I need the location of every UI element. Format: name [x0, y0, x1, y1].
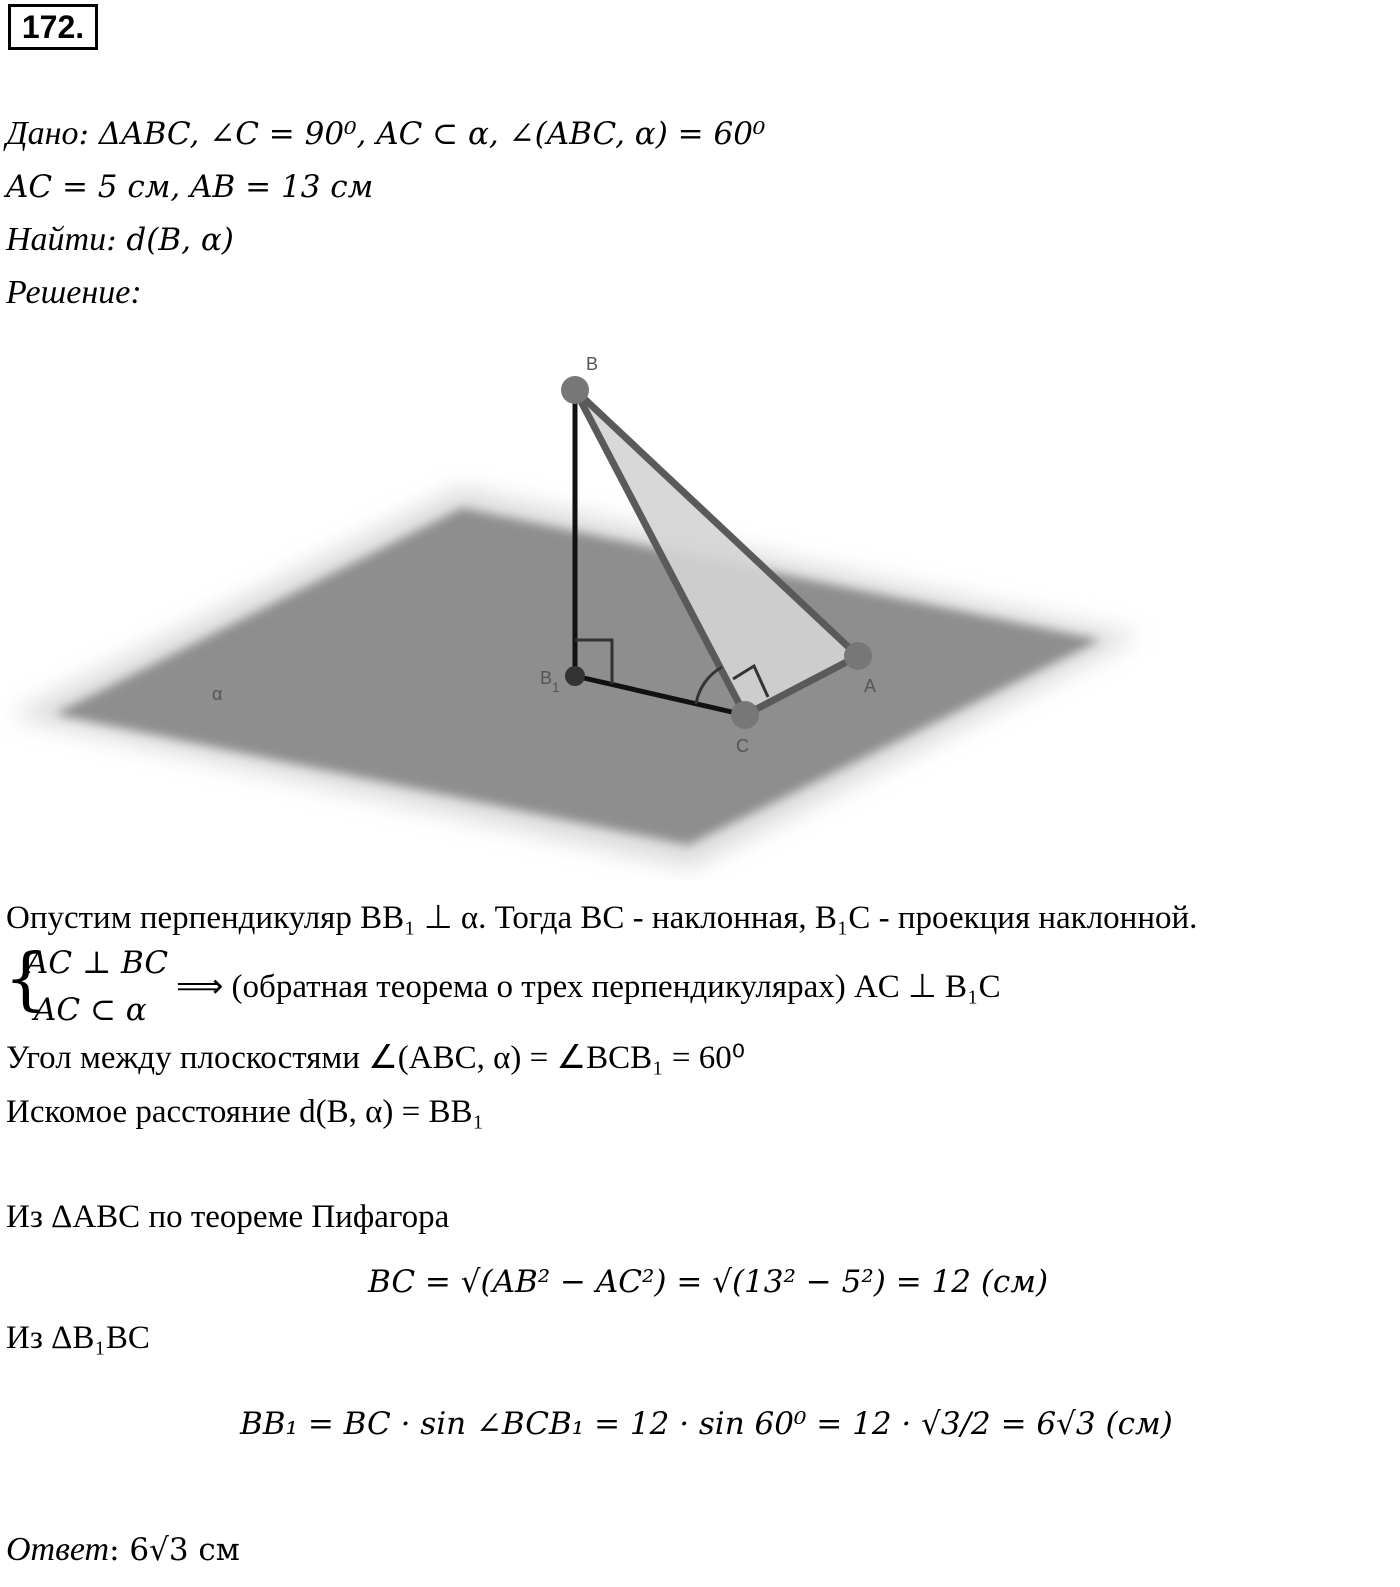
given-line-2: AC = 5 см, AB = 13 см	[6, 169, 374, 205]
point-c	[731, 701, 759, 729]
solution-step-6: Из ΔB₁BC	[6, 1320, 150, 1356]
system-result: ⟹ (обратная теорема о трех перпендикулярах) AC ⊥ B₁C	[176, 969, 1001, 1005]
geometry-figure	[0, 340, 1160, 880]
label-c: C	[736, 736, 749, 756]
answer-value: : 6√3 см	[109, 1532, 240, 1568]
label-plane-alpha: α	[212, 684, 223, 704]
given-expression-1: : ΔABC, ∠C = 90⁰, AC ⊂ α, ∠(ABC, α) = 60⁰	[78, 116, 766, 152]
find-expression: : d(B, α)	[106, 222, 234, 258]
formula-pythagoras: BC = √(AB² − AC²) = √(13² − 5²) = 12 (см)	[368, 1264, 1049, 1300]
label-b1-letter: B	[540, 668, 553, 688]
point-b	[561, 376, 589, 404]
answer-line	[6, 1530, 240, 1570]
label-b: B	[586, 354, 599, 374]
point-b1	[565, 666, 585, 686]
system-bottom: AC ⊂ α	[34, 992, 147, 1028]
system-top: AC ⊥ BC	[26, 945, 169, 981]
solution-label: Решение:	[6, 274, 142, 311]
solution-step-4: Искомое расстояние d(B, α) = BB₁	[6, 1094, 485, 1130]
find-label: Найти	[6, 221, 107, 258]
given-label: Дано	[6, 115, 79, 152]
find-line	[6, 220, 234, 260]
solution-step-1: Опустим перпендикуляр BB₁ ⊥ α. Тогда BC - наклонная, B₁C - проекция наклонной.	[6, 900, 1198, 936]
given-line-1	[6, 114, 765, 154]
problem-number: 172.	[8, 4, 98, 50]
answer-label: Ответ	[6, 1531, 110, 1568]
system-brace: {	[4, 940, 48, 1019]
solution-step-3: Угол между плоскостями ∠(ABC, α) = ∠BCB₁ = 60⁰	[6, 1040, 745, 1076]
solution-step-5: Из ΔABC по теореме Пифагора	[6, 1199, 450, 1235]
label-a: A	[864, 676, 877, 696]
label-b1-subscript: 1	[552, 679, 560, 695]
formula-distance: BB₁ = BC · sin ∠BCB₁ = 12 · sin 60⁰ = 12 · √3/2 = 6√3 (см)	[240, 1406, 1173, 1442]
point-a	[844, 642, 872, 670]
